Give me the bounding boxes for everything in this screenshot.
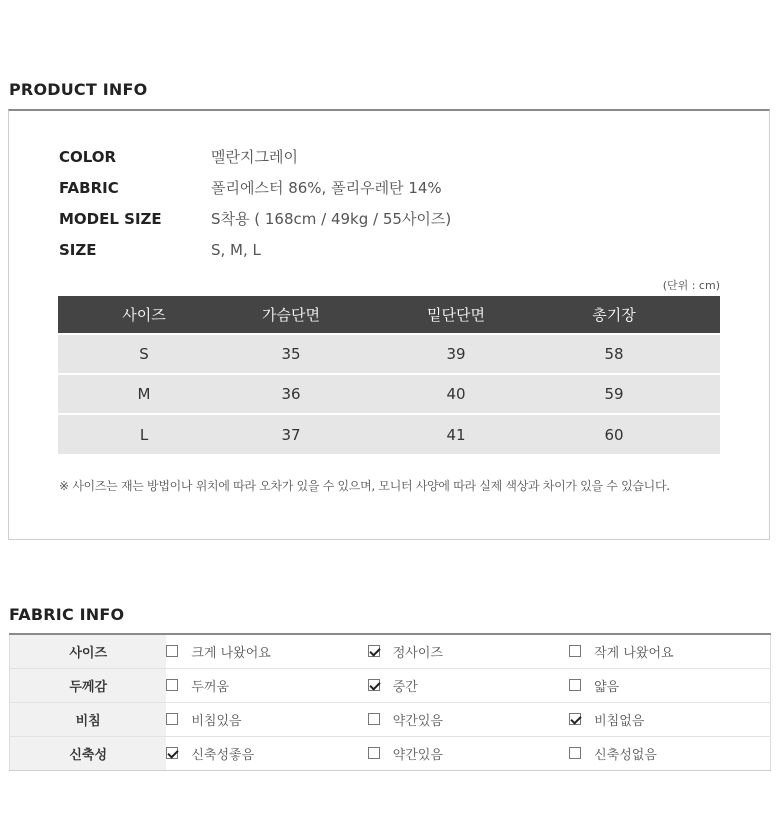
checkbox-icon [166, 679, 178, 691]
fabric-info-title: FABRIC INFO [9, 605, 125, 624]
fabric-row-stretch [10, 736, 771, 770]
spec-value: 폴리에스터 86%, 폴리우레탄 14% [211, 179, 442, 197]
option-label: 비침없음 [594, 713, 645, 729]
spec-value: S착용 ( 168cm / 49kg / 55사이즈) [211, 210, 452, 228]
unit-note: (단위 : cm) [662, 279, 720, 292]
option-label: 중간 [392, 679, 418, 695]
fabric-option [368, 744, 569, 763]
fabric-option [569, 676, 770, 695]
option-label: 얇음 [594, 679, 620, 695]
table-row [58, 414, 720, 454]
fabric-row-thickness [10, 668, 771, 702]
fabric-option [569, 642, 770, 661]
table-cell: 41 [352, 414, 560, 454]
size-table [58, 296, 720, 454]
checkbox-icon [368, 645, 380, 657]
checkbox-icon [368, 679, 380, 691]
table-cell: 60 [560, 414, 668, 454]
fabric-row-size [10, 634, 771, 668]
option-label: 비침있음 [191, 713, 242, 729]
fabric-option [166, 676, 367, 695]
spec-value: S, M, L [211, 240, 261, 259]
size-disclaimer: ※ 사이즈는 재는 방법이나 위치에 따라 오차가 있을 수 있으며, 모니터 사양에 따라 실제 색상과 차이가 있을 수 있습니다. [59, 479, 670, 493]
table-cell: 35 [230, 334, 352, 374]
fabric-option [166, 642, 367, 661]
spec-value: 멜란지그레이 [211, 148, 298, 166]
fabric-row-sheerness [10, 702, 771, 736]
table-cell: 37 [230, 414, 352, 454]
checkbox-icon [569, 713, 581, 725]
checkbox-icon [569, 747, 581, 759]
spec-label: COLOR [59, 147, 117, 166]
spec-list [59, 141, 659, 265]
column-header [668, 296, 720, 334]
option-label: 약간있음 [392, 713, 443, 729]
spec-row-size [59, 234, 659, 265]
table-cell: 40 [352, 374, 560, 414]
table-cell: 58 [560, 334, 668, 374]
fabric-row-label: 두께감 [10, 668, 167, 702]
column-header: 가슴단면 [230, 296, 352, 334]
table-cell: L [58, 414, 230, 454]
option-label: 두꺼움 [191, 679, 230, 695]
table-cell: 36 [230, 374, 352, 414]
option-label: 신축성좋음 [191, 747, 255, 763]
table-cell: M [58, 374, 230, 414]
table-row [58, 334, 720, 374]
table-cell: 59 [560, 374, 668, 414]
checkbox-icon [368, 747, 380, 759]
option-label: 약간있음 [392, 747, 443, 763]
spec-label: MODEL SIZE [59, 209, 162, 228]
size-table-header [58, 296, 720, 334]
fabric-row-label: 비침 [10, 702, 167, 736]
fabric-option [569, 744, 770, 763]
checkbox-icon [569, 679, 581, 691]
table-cell: 39 [352, 334, 560, 374]
checkbox-icon [368, 713, 380, 725]
fabric-table [9, 633, 771, 771]
product-info-title: PRODUCT INFO [9, 80, 148, 99]
table-cell [668, 374, 720, 414]
product-info-panel [8, 109, 770, 540]
spec-label: FABRIC [59, 178, 119, 197]
option-label: 크게 나왔어요 [191, 645, 271, 661]
checkbox-icon [166, 713, 178, 725]
fabric-row-label: 신축성 [10, 736, 167, 770]
spec-row-model-size [59, 203, 659, 234]
spec-row-color [59, 141, 659, 172]
checkbox-icon [569, 645, 581, 657]
checkbox-icon [166, 645, 178, 657]
fabric-option [166, 744, 367, 763]
option-label: 작게 나왔어요 [594, 645, 674, 661]
option-label: 신축성없음 [594, 747, 657, 763]
table-cell: S [58, 334, 230, 374]
fabric-option [569, 710, 770, 729]
table-cell [668, 414, 720, 454]
fabric-option [368, 642, 569, 661]
fabric-option [368, 676, 569, 695]
fabric-option [368, 710, 569, 729]
column-header: 사이즈 [58, 296, 230, 334]
option-label: 정사이즈 [392, 645, 443, 661]
column-header: 총기장 [560, 296, 668, 334]
checkbox-icon [166, 747, 178, 759]
table-cell [668, 334, 720, 374]
spec-label: SIZE [59, 240, 97, 259]
fabric-row-label: 사이즈 [10, 634, 167, 668]
fabric-option [166, 710, 367, 729]
table-row [58, 374, 720, 414]
spec-row-fabric [59, 172, 659, 203]
column-header: 밑단단면 [352, 296, 560, 334]
